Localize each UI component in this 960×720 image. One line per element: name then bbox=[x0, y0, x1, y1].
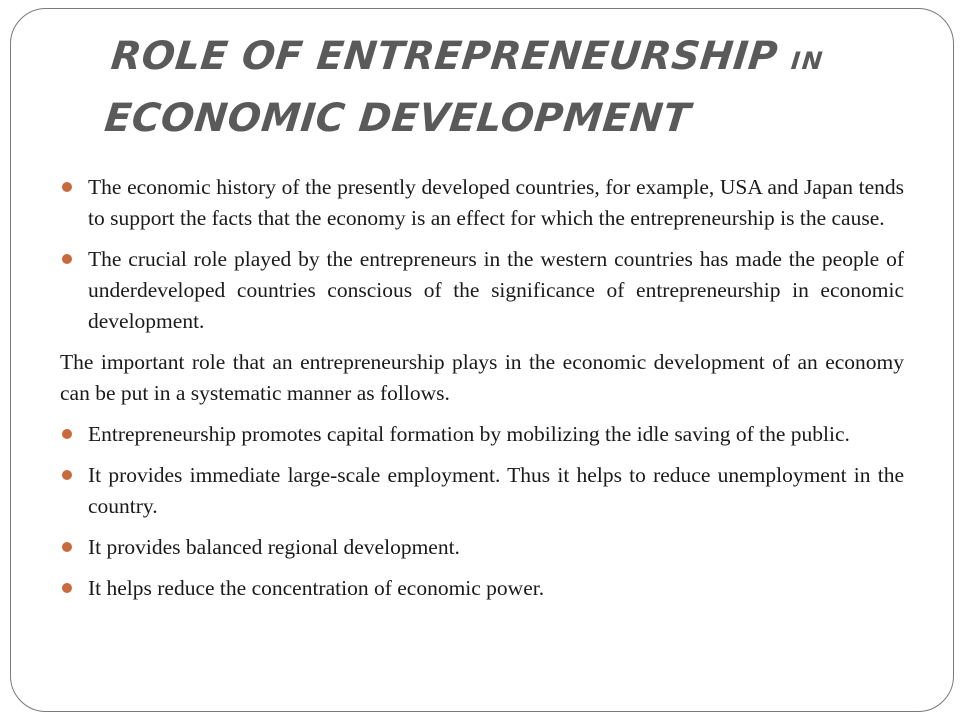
bullet-text: The crucial role played by the entrepreneurs in the western countries has made the people of underdeveloped countries conscious of the significance of entrepreneurship in economic development. bbox=[88, 247, 904, 333]
bullet-item-employment bbox=[60, 460, 904, 522]
intro-paragraph: The important role that an entrepreneurship plays in the economic development of an economy can be put in a systematic manner as follows. bbox=[60, 350, 904, 405]
bullet-dot-icon bbox=[62, 470, 72, 480]
bullet-dot-icon bbox=[62, 583, 72, 593]
bullet-text: It provides balanced regional development. bbox=[88, 535, 460, 559]
bullet-item-regional-development bbox=[60, 532, 904, 563]
title-line2: ECONOMIC DEVELOPMENT bbox=[102, 96, 693, 141]
bullet-item-capital-formation bbox=[60, 419, 904, 450]
bullet-item-western-role bbox=[60, 244, 904, 337]
bullet-dot-icon bbox=[62, 429, 72, 439]
bullet-dot-icon bbox=[62, 542, 72, 552]
title-line1-main: ROLE OF ENTREPRENEURSHIP bbox=[108, 34, 780, 79]
bullet-dot-icon bbox=[62, 182, 72, 192]
bullet-text: It provides immediate large-scale employment. Thus it helps to reduce unemployment in the country. bbox=[88, 463, 904, 518]
bullet-dot-icon bbox=[62, 254, 72, 264]
bullet-text: Entrepreneurship promotes capital formation by mobilizing the idle saving of the public. bbox=[88, 422, 850, 446]
bullet-text: The economic history of the presently developed countries, for example, USA and Japan tends to support the facts that the economy is an effect for which the entrepreneurship is the cause. bbox=[88, 175, 904, 230]
title-line1-small: IN bbox=[789, 47, 826, 75]
slide-title bbox=[102, 28, 895, 148]
bullet-item-economic-power bbox=[60, 573, 904, 604]
slide-content bbox=[60, 172, 904, 614]
bullet-item-history bbox=[60, 172, 904, 234]
bullet-text: It helps reduce the concentration of economic power. bbox=[88, 576, 545, 600]
